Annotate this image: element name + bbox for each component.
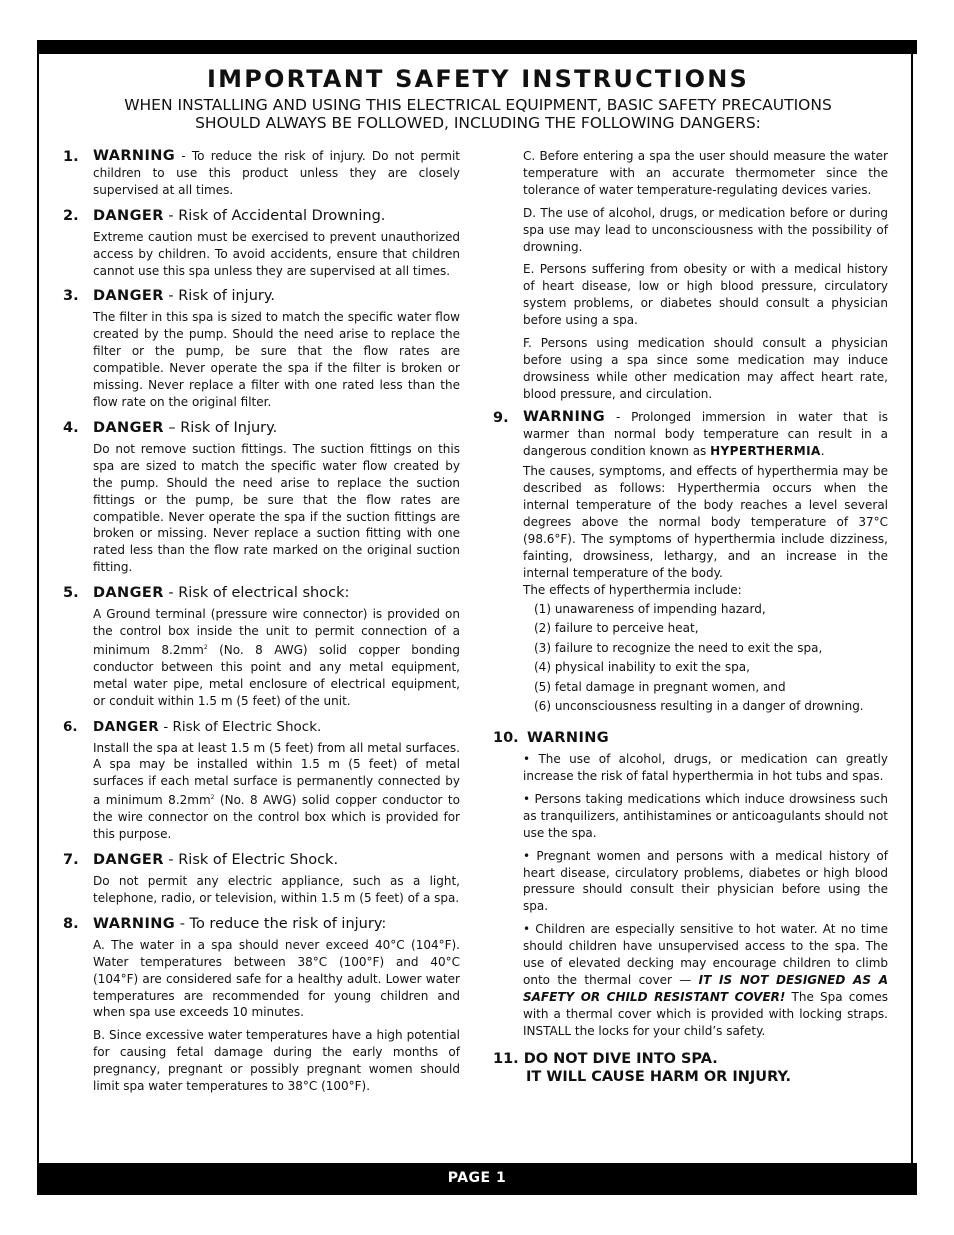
section-11: [493, 1050, 888, 1086]
section-number: 11.: [493, 1050, 519, 1067]
section-label: DANGER: [93, 585, 164, 602]
section-number: 1.: [63, 149, 79, 165]
body-text: (No. 8 AWG) solid copper bonding conductor between this point and any metal equipment, metal water pipe, metal enclosure of electrical equipment, or conduit within 1.5 m (5 feet) of the unit.: [93, 642, 460, 708]
effects-label: The effects of hyperthermia include:: [523, 582, 742, 597]
section-body: [93, 740, 460, 843]
body-text: (No. 8 AWG) solid copper conductor to the wire connector on the control box which is provided for this purpose.: [93, 793, 460, 842]
section-text: - Prolonged immersion in water that is warmer than normal body temperature can result in a dangerous condition known as: [523, 409, 888, 458]
section-number: 2.: [63, 207, 79, 224]
list-item: (6) unconsciousness resulting in a danger of drowning.: [534, 699, 864, 714]
subitem-d: D. The use of alcohol, drugs, or medication before or during spa use may lead to unconsciousness with the possibility of drowning.: [523, 205, 888, 254]
bullet-item: [523, 921, 888, 1039]
body-text: • Children are especially sensitive to hot water. At no time should children have unsupervised access to the spa. The use of elevated decking may encourage children to climb onto the thermal cover —: [523, 922, 888, 987]
section-text: - To reduce the risk of injury. Do not permit children to use this product unless they are closely supervised at all times.: [93, 149, 460, 197]
list-item: (3) failure to recognize the need to exit the spa,: [534, 640, 823, 655]
subtitle-line-2: SHOULD ALWAYS BE FOLLOWED, INCLUDING THE FOLLOWING DANGERS:: [195, 114, 761, 132]
no-dive-warning: DO NOT DIVE INTO SPA.: [523, 1050, 718, 1067]
section-body: Extreme caution must be exercised to prevent unauthorized access by children. To avoid accidents, ensure that children cannot use this spa unless they are supervised at all times.: [93, 229, 460, 278]
section-body: Do not permit any electric appliance, such as a light, telephone, radio, or television, within 1.5 m (5 feet) of a spa.: [93, 874, 460, 905]
bullet-item: • The use of alcohol, drugs, or medication can greatly increase the risk of fatal hyperthermia in hot tubs and spas.: [523, 752, 888, 783]
superscript: 2: [203, 643, 208, 651]
section-text: .: [820, 443, 825, 458]
right-column: [493, 148, 888, 1086]
section-number: 3.: [63, 288, 79, 305]
subitem-e: E. Persons suffering from obesity or with a medical history of heart disease, low or high blood pressure, circulatory system problems, or diabetes should consult a physician before using a spa.: [523, 262, 888, 328]
section-heading: - Risk of Electric Shock.: [159, 718, 322, 735]
list-item: (2) failure to perceive heat,: [534, 621, 699, 636]
list-item: (5) fetal damage in pregnant women, and: [534, 679, 786, 694]
subitem-f: F. Persons using medication should consult a physician before using a spa since some medication may induce drowsiness while other medication may affect heart rate, blood pressure, and circulation.: [523, 336, 888, 401]
section-label: WARNING: [93, 915, 176, 932]
list-item: (4) physical inability to exit the spa,: [534, 660, 750, 675]
section-4: [63, 419, 460, 576]
section-body: Do not remove suction fittings. The suction fittings on this spa are sized to match the specific water flow created by the pump. Should the need arise to replace the suction fittings or the pump, be sure that the flow rates are compatible. Never operate the spa if the suction fittings are broken or missing. Never replace a suction fitting with one rated less than the flow rate marked on the original suction fitting.: [93, 441, 460, 575]
harm-warning: IT WILL CAUSE HARM OR INJURY.: [526, 1068, 792, 1085]
list-item: (1) unawareness of impending hazard,: [534, 601, 766, 616]
section-9: [493, 409, 888, 715]
section-number: 9.: [493, 409, 509, 426]
section-3: [63, 287, 460, 410]
section-number: 8.: [63, 915, 79, 932]
section-heading: - Risk of Electric Shock.: [163, 852, 339, 868]
subitem-c: C. Before entering a spa the user should measure the water temperature with an accurate thermometer since the tolerance of water temperature-regulating devices varies.: [523, 149, 888, 197]
section-heading: - To reduce the risk of injury:: [175, 915, 387, 932]
section-label: DANGER: [93, 288, 164, 305]
section-body: [93, 606, 460, 709]
cover-warning: IT IS NOT DESIGNED AS A SAFETY OR CHILD RESISTANT COVER!: [523, 972, 888, 1004]
section-number: 10.: [493, 730, 519, 747]
section-1: [63, 148, 460, 199]
section-heading: - Risk of electrical shock:: [163, 585, 350, 602]
hyperthermia-term: HYPERTHERMIA: [710, 443, 821, 458]
section-number: 6.: [63, 718, 78, 735]
page-subtitle: [60, 96, 896, 132]
section-7: [63, 851, 460, 907]
body-text: A Ground terminal (pressure wire connector) is provided on the control box inside the unit to permit connection of a minimum 8.2mm: [93, 607, 460, 657]
subitem-a: A. The water in a spa should never exceed 40°C (104°F). Water temperatures between 38°C (100°F) and 40°C (104°F) are considered safe for a healthy adult. Lower water temperatures are recommended for young children and when spa use exceeds 10 minutes.: [93, 937, 460, 1020]
effects-list: [493, 601, 888, 715]
section-10: [493, 729, 888, 1040]
section-label: WARNING: [523, 408, 606, 425]
section-6: [63, 718, 460, 843]
section-label: WARNING: [527, 730, 610, 747]
page-footer: PAGE 1: [37, 1163, 917, 1195]
subtitle-line-1: WHEN INSTALLING AND USING THIS ELECTRICAL EQUIPMENT, BASIC SAFETY PRECAUTIONS: [124, 96, 832, 114]
section-heading: - Risk of injury.: [163, 288, 275, 305]
section-body: The filter in this spa is sized to match the specific water flow created by the pump. Should the need arise to replace the filter or the pump, be sure that the flow rates are compatible. Never operate the spa if the filter is broken or missing. Never replace a filter with one rated less than the flow rate on the original filter.: [93, 310, 460, 409]
body-text: The Spa comes with a thermal cover which is provided with locking straps. INSTALL the locks for your child’s safety.: [523, 989, 888, 1038]
section-number: 5.: [63, 585, 79, 602]
superscript: 2: [210, 794, 215, 802]
section-label: WARNING: [93, 148, 176, 164]
subitem-b: B. Since excessive water temperatures have a high potential for causing fetal damage during the early months of pregnancy, pregnant or possibly pregnant women should limit spa water temperatures to 38°C (100°F).: [93, 1028, 460, 1094]
section-heading: – Risk of Injury.: [163, 419, 278, 436]
section-heading: - Risk of Accidental Drowning.: [163, 207, 386, 224]
left-column: [63, 148, 460, 1103]
section-label: DANGER: [93, 207, 164, 224]
section-label: DANGER: [93, 419, 164, 436]
bullet-item: • Pregnant women and persons with a medical history of heart disease, circulatory problems, diabetes or high blood pressure should consult their physician before using the spa.: [523, 848, 888, 914]
section-5: [63, 584, 460, 709]
section-label: DANGER: [93, 852, 164, 868]
section-number: 4.: [63, 419, 79, 436]
bullet-item: • Persons taking medications which induce drowsiness such as tranquilizers, antihistamines or anticoagulants should not use the spa.: [523, 791, 888, 840]
section-body: The causes, symptoms, and effects of hyperthermia may be described as follows: Hyperthermia occurs when the internal temperature of the body reaches a level several degrees above the normal body temperature of 37°C (98.6°F). The symptoms of hyperthermia include dizziness, fainting, drowsiness, lethargy, and an increase in the internal temperature of the body.: [523, 464, 888, 580]
page-title: IMPORTANT SAFETY INSTRUCTIONS: [207, 65, 749, 93]
section-2: [63, 207, 460, 280]
body-text: Install the spa at least 1.5 m (5 feet) from all metal surfaces. A spa may be installed within 1.5 m (5 feet) of metal surfaces if each metal surface is permanently connected by a minimum 8.2mm: [93, 740, 460, 808]
section-label: DANGER: [93, 718, 160, 735]
section-number: 7.: [63, 852, 79, 868]
section-8: [63, 915, 460, 1095]
